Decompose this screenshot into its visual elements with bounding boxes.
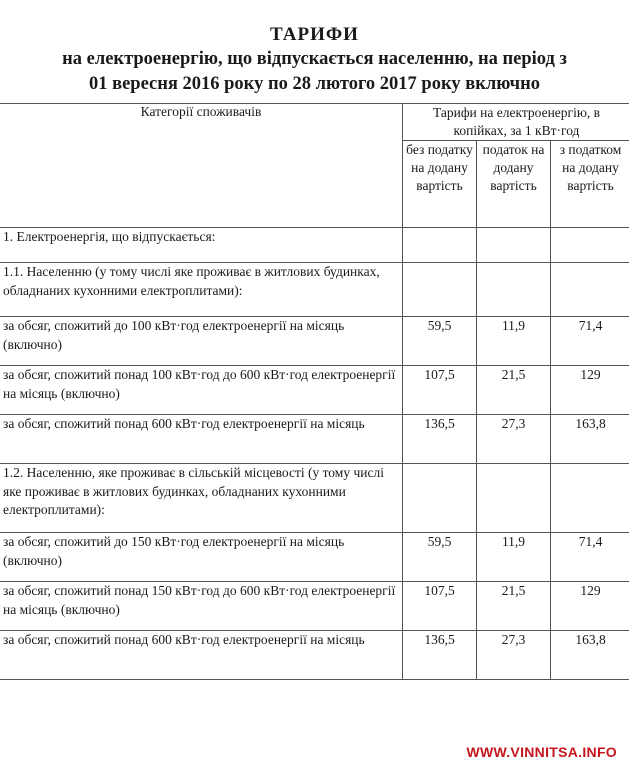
cell-vat bbox=[477, 464, 551, 533]
row-label: 1. Електроенергія, що відпускається: bbox=[0, 228, 403, 263]
cell-with-vat: 129 bbox=[551, 366, 629, 415]
row-label: за обсяг, спожитий понад 600 кВт·год електроенергії на місяць bbox=[0, 631, 403, 680]
cell-no-vat bbox=[403, 228, 477, 263]
header-tariff: Тарифи на електроенергію, в копійках, за 1 кВт·год bbox=[403, 104, 629, 141]
title-heading: ТАРИФИ bbox=[270, 24, 359, 45]
cell-vat: 11,9 bbox=[477, 317, 551, 366]
cell-no-vat: 59,5 bbox=[403, 533, 477, 582]
table-row bbox=[0, 582, 629, 631]
title-subtitle-line-2: 01 вересня 2016 року по 28 лютого 2017 року включно bbox=[88, 74, 541, 94]
cell-no-vat: 107,5 bbox=[403, 366, 477, 415]
table-row bbox=[0, 533, 629, 582]
cell-no-vat bbox=[403, 464, 477, 533]
tariffs-table bbox=[0, 103, 629, 680]
cell-no-vat: 136,5 bbox=[403, 631, 477, 680]
cell-vat: 21,5 bbox=[477, 366, 551, 415]
row-label: за обсяг, спожитий до 100 кВт·год електроенергії на місяць (включно) bbox=[0, 317, 403, 366]
table-row bbox=[0, 464, 629, 533]
cell-with-vat: 129 bbox=[551, 582, 629, 631]
site-watermark: WWW.VINNITSA.INFO bbox=[466, 744, 617, 760]
cell-vat: 21,5 bbox=[477, 582, 551, 631]
row-label: за обсяг, спожитий до 150 кВт·год електроенергії на місяць (включно) bbox=[0, 533, 403, 582]
cell-with-vat: 71,4 bbox=[551, 533, 629, 582]
cell-vat: 27,3 bbox=[477, 415, 551, 464]
cell-vat: 11,9 bbox=[477, 533, 551, 582]
table-row bbox=[0, 631, 629, 680]
cell-vat bbox=[477, 263, 551, 317]
cell-vat bbox=[477, 228, 551, 263]
cell-with-vat bbox=[551, 228, 629, 263]
cell-with-vat: 163,8 bbox=[551, 631, 629, 680]
row-label: за обсяг, спожитий понад 600 кВт·год електроенергії на місяць bbox=[0, 415, 403, 464]
table-row bbox=[0, 263, 629, 317]
cell-no-vat bbox=[403, 263, 477, 317]
document-title bbox=[0, 22, 629, 97]
cell-with-vat bbox=[551, 464, 629, 533]
row-label: 1.1. Населенню (у тому числі яке проживає в житлових будинках, обладнаних кухонними електроплитами): bbox=[0, 263, 403, 317]
cell-with-vat: 71,4 bbox=[551, 317, 629, 366]
header-vat: податок на додану вартість bbox=[477, 141, 551, 228]
table-row bbox=[0, 228, 629, 263]
cell-vat: 27,3 bbox=[477, 631, 551, 680]
row-label: за обсяг, спожитий понад 150 кВт·год до 600 кВт·год електроенергії на місяць (включно) bbox=[0, 582, 403, 631]
cell-no-vat: 59,5 bbox=[403, 317, 477, 366]
table-row bbox=[0, 366, 629, 415]
table-row bbox=[0, 317, 629, 366]
title-subtitle-line-1: на електроенергію, що відпускається населенню, на період з bbox=[62, 49, 567, 69]
header-no-vat: без податку на додану вартість bbox=[403, 141, 477, 228]
cell-with-vat: 163,8 bbox=[551, 415, 629, 464]
header-with-vat: з податком на додану вартість bbox=[551, 141, 629, 228]
cell-no-vat: 136,5 bbox=[403, 415, 477, 464]
header-category: Категорії споживачів bbox=[0, 104, 403, 228]
cell-with-vat bbox=[551, 263, 629, 317]
table-row bbox=[0, 415, 629, 464]
cell-no-vat: 107,5 bbox=[403, 582, 477, 631]
row-label: 1.2. Населенню, яке проживає в сільській місцевості (у тому числі яке проживає в житлових будинках, обладнаних кухонними електроплитами): bbox=[0, 464, 403, 533]
row-label: за обсяг, спожитий понад 100 кВт·год до 600 кВт·год електроенергії на місяць (включно) bbox=[0, 366, 403, 415]
